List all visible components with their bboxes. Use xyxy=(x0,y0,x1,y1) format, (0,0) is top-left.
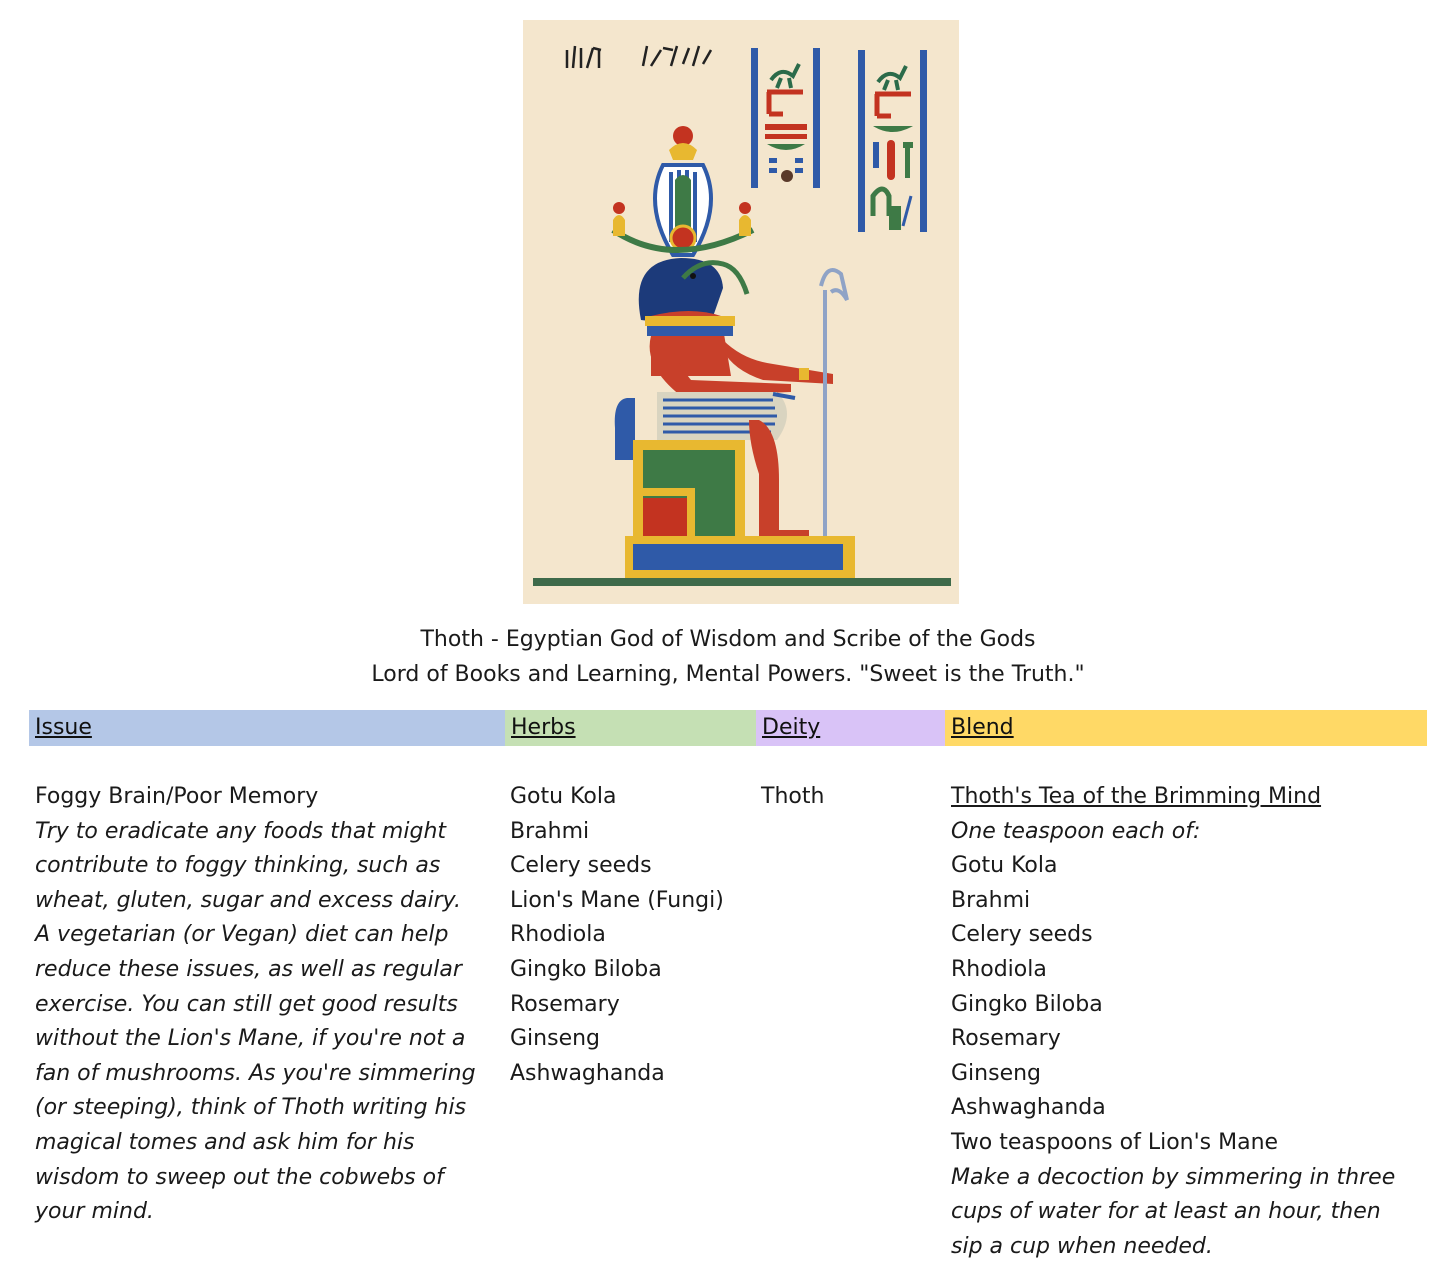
issue-note-line: fan of mushrooms. As you're simmering xyxy=(35,1060,476,1086)
issue-note-line: wisdom to sweep out the cobwebs of xyxy=(35,1164,444,1190)
blend-instruction-line: Make a decoction by simmering in three xyxy=(951,1164,1396,1190)
issue-note-line: reduce these issues, as well as regular xyxy=(35,956,462,982)
header-herbs: Herbs xyxy=(505,710,756,746)
herb-item: Lion's Mane (Fungi) xyxy=(510,887,724,913)
issue-note-line: contribute to foggy thinking, such as xyxy=(35,853,441,879)
herb-item: Celery seeds xyxy=(510,853,652,879)
herbs-column xyxy=(510,780,724,1091)
blend-item: Ashwaghanda xyxy=(951,1095,1106,1121)
blend-item: Rhodiola xyxy=(951,956,1047,982)
herb-item: Ashwaghanda xyxy=(510,1060,665,1086)
blend-item: Gingko Biloba xyxy=(951,991,1103,1017)
blend-instruction-line: sip a cup when needed. xyxy=(951,1233,1213,1259)
herb-item: Gingko Biloba xyxy=(510,956,662,982)
blend-item: Brahmi xyxy=(951,887,1031,913)
herb-item: Gotu Kola xyxy=(510,784,617,809)
issue-note-line: wheat, gluten, sugar and excess dairy. xyxy=(35,887,461,913)
caption-subtitle: Lord of Books and Learning, Mental Powers. "Sweet is the Truth." xyxy=(371,662,1085,687)
blend-item: Two teaspoons of Lion's Mane xyxy=(951,1129,1279,1155)
issue-note-line: without the Lion's Mane, if you're not a xyxy=(35,1026,466,1052)
herb-item: Brahmi xyxy=(510,818,590,844)
herb-item: Rhodiola xyxy=(510,922,606,948)
herb-item: Rosemary xyxy=(510,991,620,1017)
blend-column xyxy=(951,780,1395,1264)
blend-instruction-line: cups of water for at least an hour, then xyxy=(951,1199,1381,1225)
header-issue: Issue xyxy=(29,710,505,746)
blend-item: Rosemary xyxy=(951,1026,1061,1052)
issue-note-line: (or steeping), think of Thoth writing his xyxy=(35,1095,467,1121)
header-blend: Blend xyxy=(945,710,1427,746)
herb-item: Ginseng xyxy=(510,1026,601,1052)
issue-note-line: Try to eradicate any foods that might xyxy=(35,818,447,844)
issue-title: Foggy Brain/Poor Memory xyxy=(35,784,319,809)
issue-note-line: your mind. xyxy=(35,1199,154,1225)
caption-title: Thoth - Egyptian God of Wisdom and Scribe of the Gods xyxy=(420,627,1036,652)
thoth-illustration xyxy=(523,20,959,604)
deity-column xyxy=(761,780,824,815)
issue-column xyxy=(35,780,476,1230)
thoth-figure-svg xyxy=(523,20,959,604)
blend-item: Gotu Kola xyxy=(951,853,1058,879)
blend-item: Celery seeds xyxy=(951,922,1093,948)
issue-note-line: exercise. You can still get good results xyxy=(35,991,458,1017)
header-deity: Deity xyxy=(756,710,945,746)
blend-title: Thoth's Tea of the Brimming Mind xyxy=(951,784,1322,809)
blend-item: Ginseng xyxy=(951,1060,1042,1086)
issue-note-line: A vegetarian (or Vegan) diet can help xyxy=(35,922,449,948)
blend-intro: One teaspoon each of: xyxy=(951,818,1201,844)
deity-name: Thoth xyxy=(761,784,825,809)
issue-note-line: magical tomes and ask him for his xyxy=(35,1129,415,1155)
